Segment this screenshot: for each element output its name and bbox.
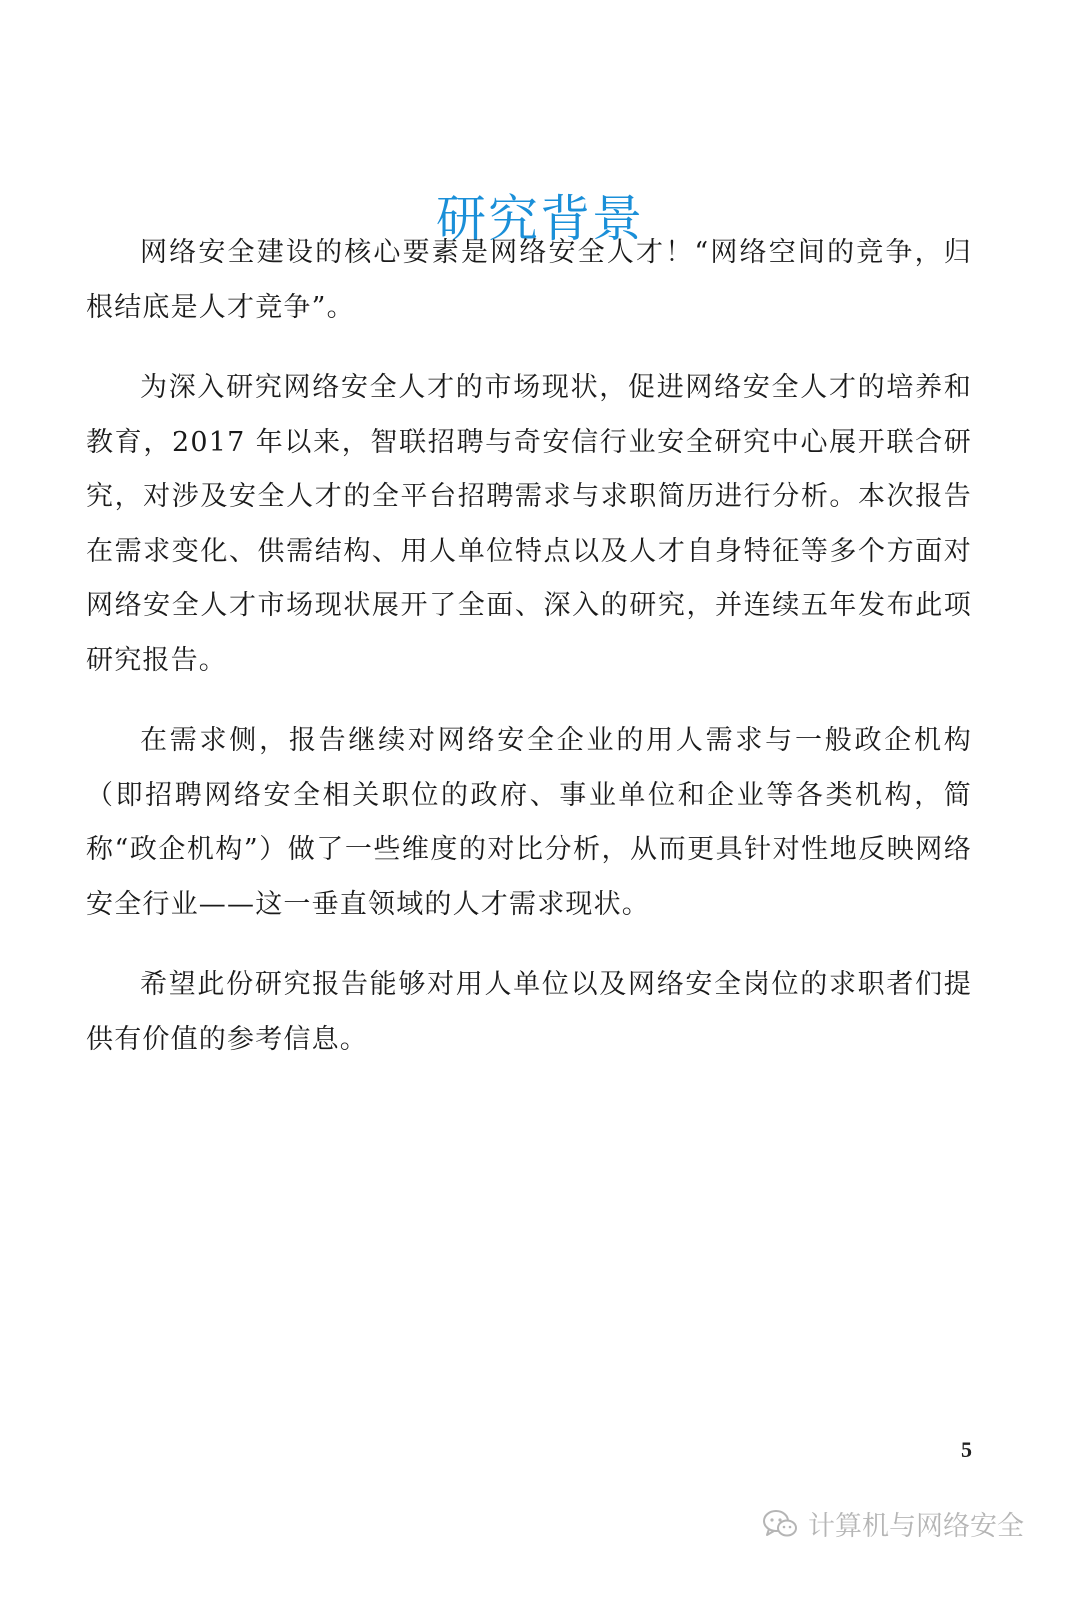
paragraph: 希望此份研究报告能够对用人单位以及网络安全岗位的求职者们提供有价值的参考信息。 xyxy=(86,969,972,1055)
watermark xyxy=(762,1504,1024,1543)
page-title: 研究背景 xyxy=(436,189,644,248)
paragraph: 为深入研究网络安全人才的市场现状，促进网络安全人才的培养和教育，2017 年以来，智联招聘与奇安信行业安全研究中心展开联合研究，对涉及安全人才的全平台招聘需求与求职简历进行分析。本次报告在需求变化、供需结构、用人单位特点以及人才自身特征等多个方面对网络安全人才市场现状展开了全面、深入的研究，并连续五年发布此项研究报告。 xyxy=(86,372,972,676)
page-number: 5 xyxy=(961,1437,972,1462)
paragraph: 网络安全建设的核心要素是网络安全人才！“网络空间的竞争，归根结底是人才竞争”。 xyxy=(86,237,972,323)
body-text xyxy=(86,226,972,1093)
wechat-icon xyxy=(762,1509,798,1539)
paragraph: 在需求侧，报告继续对网络安全企业的用人需求与一般政企机构（即招聘网络安全相关职位的政府、事业单位和企业等各类机构，简称“政企机构”）做了一些维度的对比分析，从而更具针对性地反映网络安全行业——这一垂直领域的人才需求现状。 xyxy=(86,725,972,920)
watermark-text: 计算机与网络安全 xyxy=(808,1511,1024,1542)
